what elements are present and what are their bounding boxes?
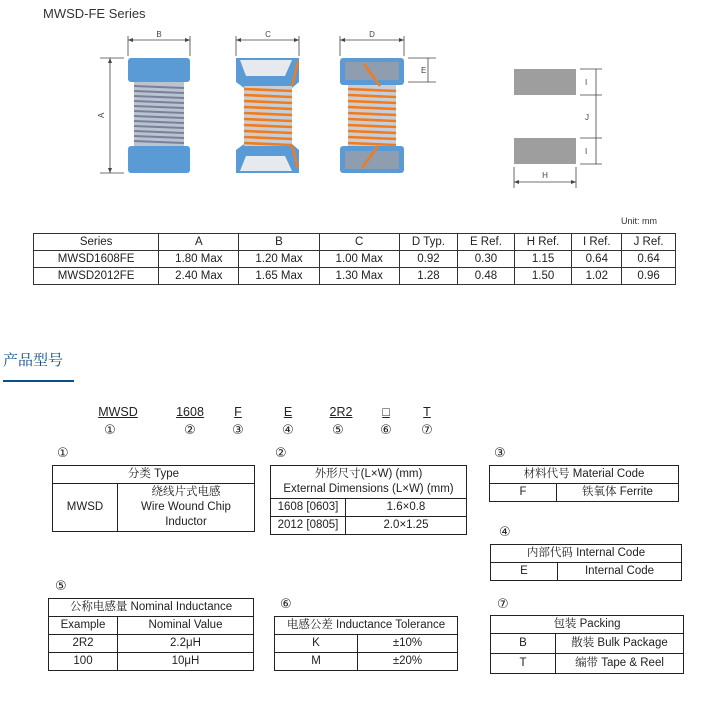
box5-number: ⑤ (55, 578, 67, 593)
material-header: 材料代号 Material Code (490, 466, 679, 484)
table-header-cell: C (319, 234, 399, 251)
table-cell: 铁氧体 Ferrite (557, 484, 679, 502)
part-number-1: ① (104, 422, 116, 437)
table-row (275, 635, 458, 653)
part-code-size: 1608 (176, 405, 204, 419)
inductor-top-view (340, 30, 436, 173)
inductor-side-view (236, 30, 299, 173)
table-cell: 0.64 (572, 251, 622, 268)
label-c: C (265, 30, 271, 39)
table-cell: MWSD2012FE (34, 268, 159, 285)
table-header-cell: B (239, 234, 319, 251)
part-number-4: ④ (282, 422, 294, 437)
part-number-3: ③ (232, 422, 244, 437)
inductance-header: 公称电感量 Nominal Inductance (49, 599, 254, 617)
label-a: A (97, 112, 106, 118)
dimension-code-table (270, 465, 467, 535)
part-code-tolerance: □ (382, 405, 390, 419)
type-desc-en1: Wire Wound Chip (141, 501, 231, 513)
table-cell: M (275, 653, 358, 671)
packing-header: 包装 Packing (491, 616, 684, 634)
section-title: 产品型号 (3, 352, 64, 369)
table-row (271, 517, 467, 535)
table-cell: 1.6×0.8 (346, 499, 467, 517)
box4-number: ④ (499, 524, 511, 539)
table-row (34, 251, 676, 268)
unit-label: Unit: mm (621, 216, 657, 226)
type-code: MWSD (53, 484, 118, 532)
table-cell: B (491, 634, 556, 654)
internal-code-table (490, 544, 682, 581)
type-header: 分类 Type (53, 466, 255, 484)
part-code-series: MWSD (98, 405, 138, 419)
dimension-header-en: External Dimensions (L×W) (mm) (283, 483, 454, 495)
dimension-header-cn: 外形尺寸(L×W) (mm) (314, 468, 423, 480)
part-code-packing: T (423, 405, 431, 419)
table-cell: 0.48 (458, 268, 515, 285)
dimension-diagram (0, 0, 709, 200)
label-e: E (421, 66, 427, 75)
table-cell: 散装 Bulk Package (556, 634, 684, 654)
table-row (34, 268, 676, 285)
table-header-cell: J Ref. (622, 234, 676, 251)
series-title: MWSD-FE Series (43, 6, 146, 21)
table-cell: T (491, 654, 556, 674)
table-cell: 2.0×1.25 (346, 517, 467, 535)
table-cell: 0.92 (399, 251, 457, 268)
part-number-7: ⑦ (421, 422, 433, 437)
table-cell: F (490, 484, 557, 502)
table-row (271, 499, 467, 517)
box3-number: ③ (494, 445, 506, 460)
box7-number: ⑦ (497, 596, 509, 611)
table-cell: 1.65 Max (239, 268, 319, 285)
table-row (275, 653, 458, 671)
type-description (118, 484, 255, 532)
label-h: H (542, 171, 548, 180)
part-number-6: ⑥ (380, 422, 392, 437)
table-cell: 2.40 Max (159, 268, 239, 285)
table-header-cell: I Ref. (572, 234, 622, 251)
table-cell: 1.30 Max (319, 268, 399, 285)
land-pattern (514, 69, 602, 188)
table-cell: 0.96 (622, 268, 676, 285)
material-table (489, 465, 679, 502)
table-cell: 1.02 (572, 268, 622, 285)
section-underline (3, 380, 74, 382)
type-table (52, 465, 255, 532)
label-d: D (369, 30, 375, 39)
part-code-inductance: 2R2 (329, 405, 353, 419)
table-cell: 10μH (118, 653, 254, 671)
label-j: J (585, 113, 589, 122)
dimension-code-header (271, 466, 467, 499)
table-row (49, 617, 254, 635)
label-b: B (156, 30, 162, 39)
table-cell: 1.20 Max (239, 251, 319, 268)
table-cell: ±20% (358, 653, 458, 671)
tolerance-header: 电感公差 Inductance Tolerance (275, 617, 458, 635)
table-cell: MWSD1608FE (34, 251, 159, 268)
part-code-internal: E (283, 405, 293, 419)
inductor-front-view (97, 30, 190, 173)
box6-number: ⑥ (280, 596, 292, 611)
table-row (49, 635, 254, 653)
table-cell: 1.00 Max (319, 251, 399, 268)
type-desc-cn: 绕线片式电感 (151, 486, 221, 498)
table-row (490, 484, 679, 502)
inductance-table (48, 598, 254, 671)
table-cell: 1608 [0603] (271, 499, 346, 517)
label-i-top: I (585, 78, 588, 87)
table-header-row (34, 234, 676, 251)
dimension-table (33, 233, 676, 285)
table-row (491, 654, 684, 674)
type-desc-en2: Inductor (165, 516, 207, 528)
part-number-5: ⑤ (332, 422, 344, 437)
table-cell: Nominal Value (118, 617, 254, 635)
table-cell: 2012 [0805] (271, 517, 346, 535)
part-code-material: F (234, 405, 242, 419)
part-number-2: ② (184, 422, 196, 437)
table-header-cell: D Typ. (399, 234, 457, 251)
table-cell: 0.64 (622, 251, 676, 268)
table-cell: Internal Code (558, 563, 682, 581)
tolerance-table (274, 616, 458, 671)
packing-table (490, 615, 684, 674)
table-cell: 1.28 (399, 268, 457, 285)
table-cell: 100 (49, 653, 118, 671)
table-cell: E (491, 563, 558, 581)
table-cell: 1.15 (514, 251, 572, 268)
table-row (49, 653, 254, 671)
table-header-cell: Series (34, 234, 159, 251)
table-cell: ±10% (358, 635, 458, 653)
label-i-bottom: I (585, 147, 588, 156)
table-cell: 2R2 (49, 635, 118, 653)
table-cell: 1.50 (514, 268, 572, 285)
box1-number: ① (57, 445, 69, 460)
table-header-cell: E Ref. (458, 234, 515, 251)
table-row (491, 563, 682, 581)
internal-code-header: 内部代码 Internal Code (491, 545, 682, 563)
table-cell: 1.80 Max (159, 251, 239, 268)
table-header-cell: H Ref. (514, 234, 572, 251)
table-cell: Example (49, 617, 118, 635)
table-row (491, 634, 684, 654)
table-header-cell: A (159, 234, 239, 251)
table-cell: K (275, 635, 358, 653)
box2-number: ② (275, 445, 287, 460)
table-cell: 2.2μH (118, 635, 254, 653)
table-cell: 0.30 (458, 251, 515, 268)
table-cell: 编带 Tape & Reel (556, 654, 684, 674)
